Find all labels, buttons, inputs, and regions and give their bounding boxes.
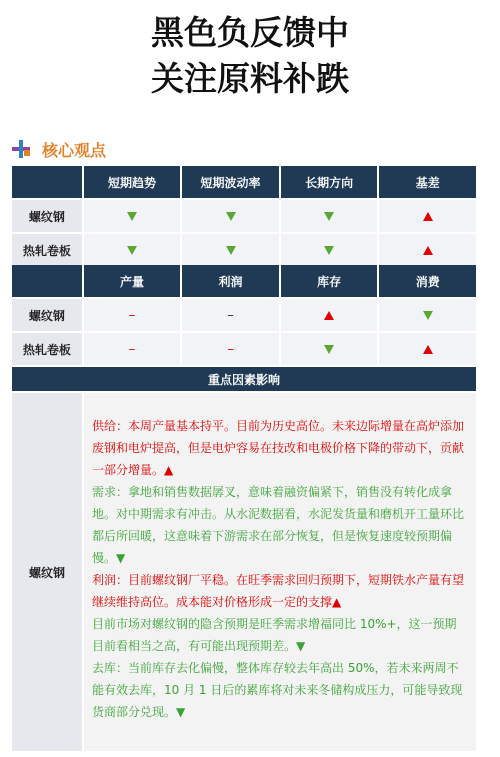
mark-cell	[84, 234, 181, 266]
header-cell: 库存	[281, 265, 378, 297]
factor-text-span: 需求：拿地和销售数据孱叉，意味着融资偏紧下，销售没有转化成拿地。对中期需求有冲击。从水泥数据看，水泥发货量和磨机开工量环比都后所回暖，这意味着下游需求在部分恢复，但是恢复速度较预期偏慢。	[92, 485, 465, 565]
header-cell: 长期方向	[281, 166, 378, 198]
row-label: 螺纹钢	[12, 200, 82, 232]
header-cell: 利润	[182, 265, 279, 297]
header-cell: 消费	[379, 265, 476, 297]
factor-paragraph	[92, 657, 468, 723]
mark-cell	[281, 200, 378, 232]
factor-text-span: 利润：目前螺纹钢厂平稳。在旺季需求回归预期下，短期铁水产量有望继续维持高位。成本能对价格形成一定的支撑	[92, 573, 465, 609]
header-cell: 基差	[379, 166, 476, 198]
down-triangle-icon	[324, 246, 334, 255]
mark-cell	[281, 299, 378, 331]
mark-cell	[84, 200, 181, 232]
down-triangle-icon	[127, 246, 137, 255]
header-cell: 产量	[84, 265, 181, 297]
section-title: 核心观点	[42, 140, 107, 160]
trend-table-header	[12, 166, 476, 198]
factors-text	[84, 393, 476, 751]
row-label: 热轧卷板	[12, 333, 82, 365]
table-row	[12, 200, 476, 232]
up-triangle-icon	[423, 246, 433, 255]
down-triangle-icon	[324, 345, 334, 354]
fundamentals-table	[12, 265, 476, 367]
factors-header: 重点因素影响	[12, 367, 476, 391]
header-cell: 短期趋势	[84, 166, 181, 198]
mark-cell	[281, 234, 378, 266]
dash-icon: –	[227, 341, 234, 357]
factor-text-span: 去库：当前库存去化偏慢，整体库存较去年高出 50%，若未来两周不能有效去库，10 月 1 日后的累库将对未来冬储构成压力，可能导致现货商部分兑现。	[92, 661, 463, 719]
fundamentals-table-header	[12, 265, 476, 297]
factors-panel	[12, 393, 476, 751]
section-header	[12, 137, 106, 161]
mark-cell	[182, 299, 279, 331]
dash-icon: –	[128, 307, 136, 323]
header-cell	[12, 265, 82, 297]
factor-mark: ▼	[116, 551, 126, 565]
down-triangle-icon	[324, 212, 334, 221]
header-cell: 短期波动率	[182, 166, 279, 198]
mark-cell	[182, 234, 279, 266]
dash-icon: –	[227, 307, 234, 323]
table-row	[12, 299, 476, 331]
table-row	[12, 234, 476, 266]
up-triangle-icon	[423, 345, 433, 354]
page-title-line-2: 关注原料补跌	[151, 59, 349, 98]
factors-row-label: 螺纹钢	[12, 393, 82, 751]
factor-mark: ▼	[296, 639, 306, 653]
mark-cell	[379, 299, 476, 331]
factor-mark: ▲	[332, 595, 342, 609]
mark-cell	[379, 200, 476, 232]
mark-cell	[379, 234, 476, 266]
down-triangle-icon	[226, 212, 236, 221]
up-triangle-icon	[423, 212, 433, 221]
factor-mark: ▼	[176, 705, 186, 719]
plus-cross-icon	[12, 140, 30, 158]
up-triangle-icon	[324, 311, 334, 320]
down-triangle-icon	[127, 212, 137, 221]
factor-paragraph	[92, 415, 468, 481]
mark-cell	[281, 333, 378, 365]
mark-cell	[182, 200, 279, 232]
trend-table	[12, 166, 476, 268]
factor-mark: ▲	[164, 463, 174, 477]
mark-cell	[84, 299, 181, 331]
factor-paragraph	[92, 569, 468, 613]
mark-cell	[379, 333, 476, 365]
factor-text-span: 供给：本周产量基本持平。目前为历史高位。未来边际增量在高炉添加废钢和电炉提高，但是电炉容易在技改和电极价格下降的带动下，贡献一部分增量。	[92, 419, 465, 477]
factor-paragraph	[92, 481, 468, 569]
row-label: 热轧卷板	[12, 234, 82, 266]
page-title-line-1: 黑色负反馈中	[151, 13, 349, 52]
down-triangle-icon	[226, 246, 236, 255]
mark-cell	[84, 333, 181, 365]
table-row	[12, 333, 476, 365]
mark-cell	[182, 333, 279, 365]
header-cell	[12, 166, 82, 198]
row-label: 螺纹钢	[12, 299, 82, 331]
factor-text-span: 目前市场对螺纹钢的隐含预期是旺季需求增福同比 10%+，这一预期目前看相当之高，有可能出现预期差。	[92, 617, 457, 653]
down-triangle-icon	[423, 311, 433, 320]
factor-paragraph	[92, 613, 468, 657]
dash-icon: –	[128, 341, 136, 357]
